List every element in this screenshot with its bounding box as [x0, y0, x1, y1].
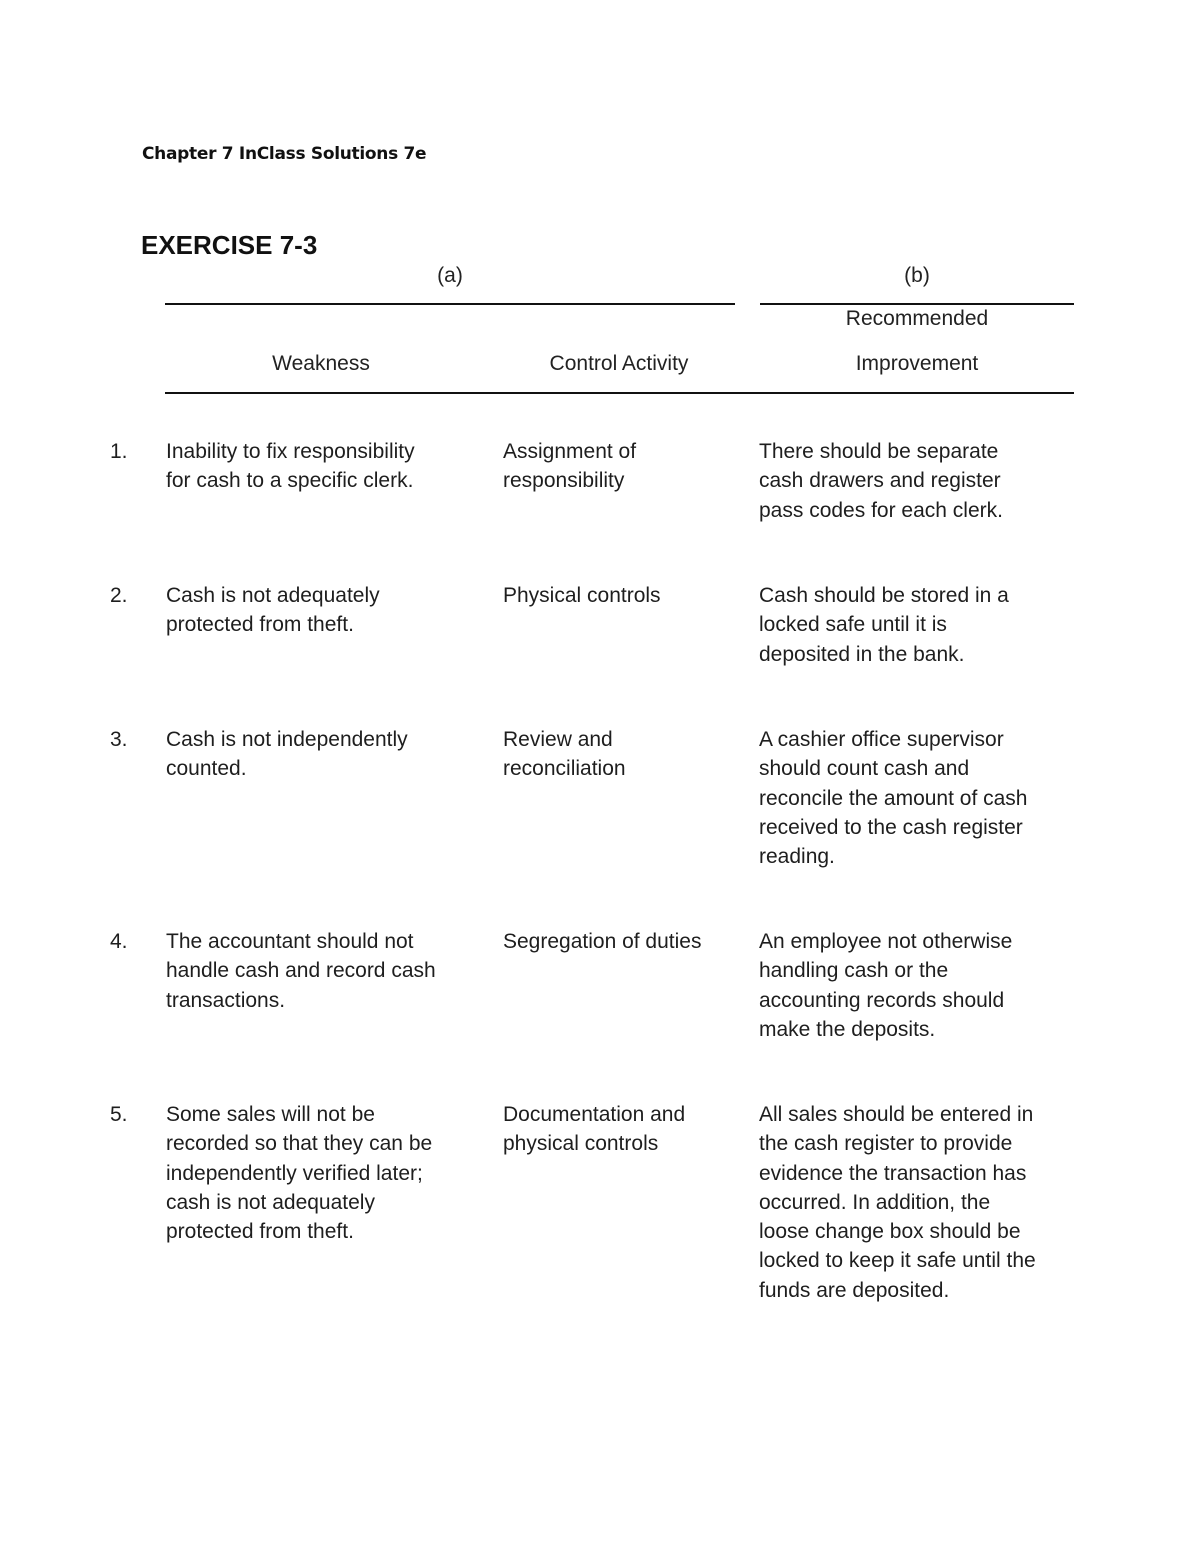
column-header-improvement-line2: Improvement [855, 352, 979, 375]
improvement-cell: A cashier office supervisor should count cash and reconcile the amount of cash received to the cash register reading. [759, 728, 1028, 869]
chapter-title: Chapter 7 InClass Solutions 7e [142, 144, 427, 164]
weakness-cell: The accountant should not handle cash and record cash transactions. [166, 930, 436, 1012]
weakness-cell: Some sales will not be recorded so that they can be independently verified later; cash is not adequately protected from theft. [166, 1103, 433, 1244]
improvement-cell: Cash should be stored in a locked safe until it is deposited in the bank. [759, 584, 1009, 666]
control-activity-cell: Segregation of duties [503, 930, 702, 953]
column-header-control-activity: Control Activity [549, 352, 689, 375]
exercise-title: EXERCISE 7-3 [141, 230, 318, 260]
row-number: 2. [110, 584, 128, 607]
control-activity-cell: Documentation and physical controls [503, 1103, 686, 1156]
column-header-weakness: Weakness [272, 352, 370, 375]
improvement-cell: There should be separate cash drawers and register pass codes for each clerk. [759, 440, 1003, 522]
column-header-improvement-line1: Recommended [845, 307, 989, 330]
weakness-cell: Cash is not adequately protected from theft. [166, 584, 380, 637]
row-number: 4. [110, 930, 128, 953]
part-a-label: (a) [437, 264, 463, 287]
weakness-cell: Inability to fix responsibility for cash to a specific clerk. [166, 440, 415, 493]
control-activity-cell: Review and reconciliation [503, 728, 626, 781]
part-a-rule [165, 303, 735, 305]
part-b-rule [760, 303, 1074, 305]
control-activity-cell: Physical controls [503, 584, 661, 607]
weakness-cell: Cash is not independently counted. [166, 728, 408, 781]
improvement-cell: All sales should be entered in the cash register to provide evidence the transaction has occurred. In addition, the loose change box should be locked to keep it safe until the funds are deposited. [759, 1103, 1036, 1302]
row-number: 5. [110, 1103, 128, 1126]
row-number: 1. [110, 440, 128, 463]
part-b-label: (b) [904, 264, 930, 287]
control-activity-cell: Assignment of responsibility [503, 440, 637, 493]
improvement-cell: An employee not otherwise handling cash or the accounting records should make the deposits. [759, 930, 1013, 1041]
row-number: 3. [110, 728, 128, 751]
header-bottom-rule [165, 392, 1074, 394]
